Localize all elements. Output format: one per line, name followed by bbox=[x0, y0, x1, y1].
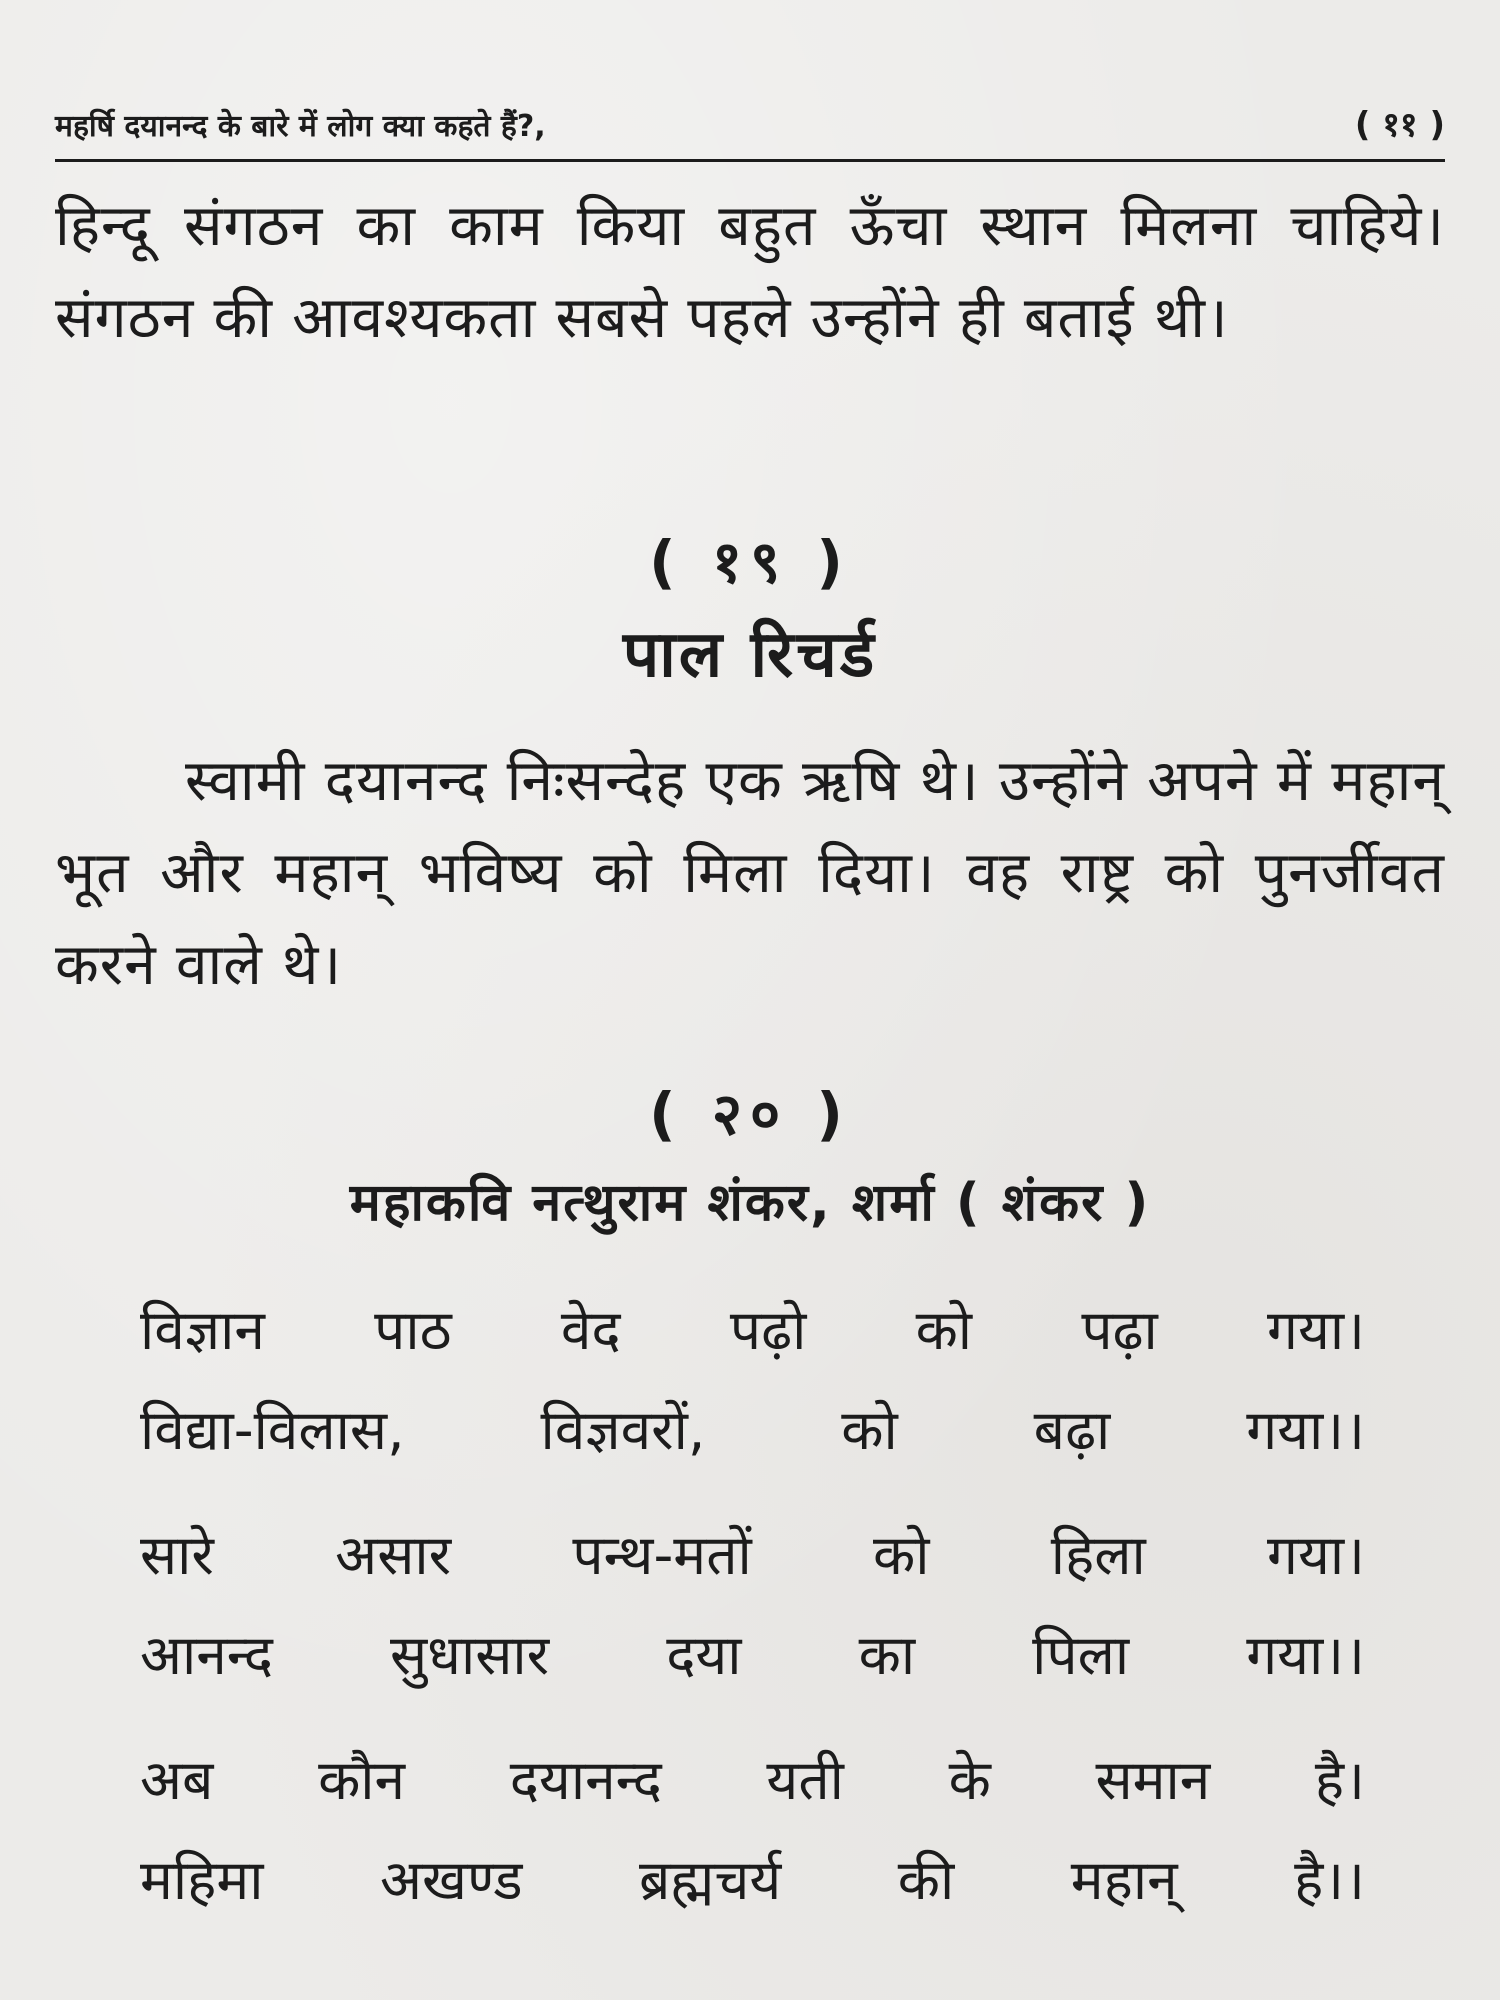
poem-line: सारे असार पन्थ-मतों को हिला गया। bbox=[140, 1523, 1365, 1587]
section-heading-nathuram-shankar: महाकवि नत्थुराम शंकर, शर्मा ( शंकर ) bbox=[349, 1173, 1151, 1233]
header-rule bbox=[55, 159, 1445, 162]
page-number: ( ११ ) bbox=[1354, 105, 1445, 145]
running-header-title: महर्षि दयानन्द के बारे में लोग क्या कहते हैं?, bbox=[55, 109, 546, 144]
poem-line: महिमा अखण्ड ब्रह्मचर्य की महान् है।। bbox=[140, 1848, 1365, 1912]
poem-stanza-3 bbox=[140, 1730, 1365, 1930]
section-number-19: ( १९ ) bbox=[649, 528, 851, 596]
section-19-paragraph: स्वामी दयानन्द निःसन्देह एक ऋषि थे। उन्होंने अपने में महान् भूत और महान् भविष्य को मिला दिया। वह राष्ट्र को पुनर्जीवत करने वाले थे। bbox=[55, 748, 1445, 998]
section-heading-paul-richard: पाल रिचर्ड bbox=[622, 618, 878, 692]
poem-stanza-2 bbox=[140, 1505, 1365, 1705]
section-number-20: ( २० ) bbox=[649, 1080, 851, 1148]
intro-paragraph: हिन्दू संगठन का काम किया बहुत ऊँचा स्थान मिलना चाहिये। संगठन की आवश्यकता सबसे पहले उन्होंने ही बताई थी। bbox=[55, 193, 1445, 351]
poem-line: आनन्द सुधासार दया का पिला गया।। bbox=[140, 1623, 1365, 1687]
poem-line: विद्या-विलास, विज्ञवरों, को बढ़ा गया।। bbox=[140, 1398, 1365, 1462]
poem-stanza-1 bbox=[140, 1280, 1365, 1480]
poem-line: अब कौन दयानन्द यती के समान है। bbox=[140, 1748, 1365, 1812]
running-header bbox=[55, 100, 1445, 160]
poem-line: विज्ञान पाठ वेद पढ़ो को पढ़ा गया। bbox=[140, 1298, 1365, 1362]
